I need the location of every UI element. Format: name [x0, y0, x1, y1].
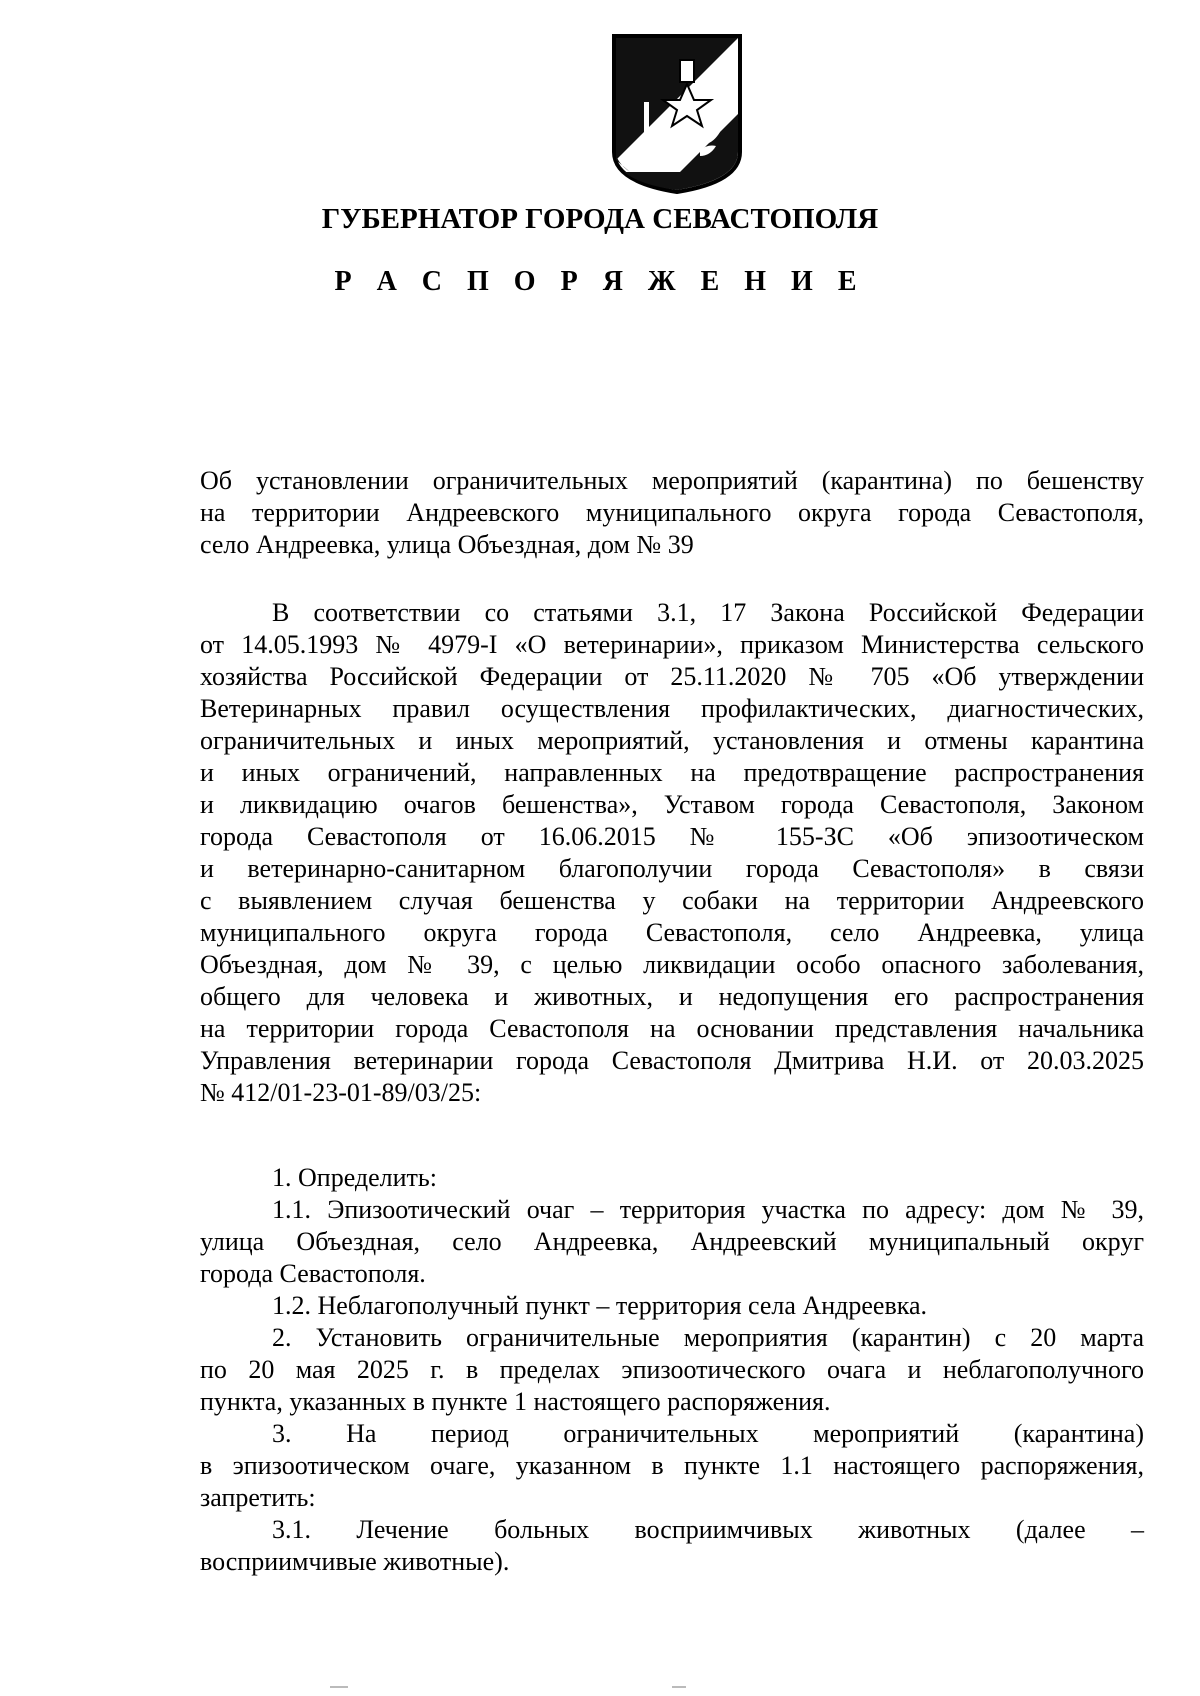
point-3-1-line: 3.1. Лечение больных восприимчивых животных (далее –	[272, 1515, 1144, 1544]
point-3-1-line: восприимчивые животные).	[200, 1547, 510, 1576]
preamble-line: В соответствии со статьями 3.1, 17 Закона Российской Федерации	[272, 598, 1144, 627]
preamble-line: и иных ограничений, направленных на предотвращение распространения	[200, 758, 1144, 787]
sevastopol-coat-of-arms-icon	[610, 32, 744, 194]
preamble-line: города Севастополя от 16.06.2015 № 155-ЗС «Об эпизоотическом	[200, 822, 1144, 851]
point-2-line: по 20 мая 2025 г. в пределах эпизоотического очага и неблагополучного	[200, 1355, 1144, 1384]
preamble-line: хозяйства Российской Федерации от 25.11.2020 № 705 «Об утверждении	[200, 662, 1144, 691]
point-3-line: в эпизоотическом очаге, указанном в пункте 1.1 настоящего распоряжения,	[200, 1451, 1144, 1480]
title-line: на территории Андреевского муниципального округа города Севастополя,	[200, 498, 1144, 527]
document-type-heading: Р А С П О Р Я Ж Е Н И Е	[334, 266, 866, 297]
point-3-line: запретить:	[200, 1483, 316, 1512]
title-line: Об установлении ограничительных мероприятий (карантина) по бешенству	[200, 466, 1144, 495]
scan-artifact-mark	[672, 1686, 686, 1688]
point-1: 1. Определить:	[272, 1163, 437, 1192]
preamble-line: на территории города Севастополя на основании представления начальника	[200, 1014, 1144, 1043]
title-line: село Андреевка, улица Объездная, дом № 39	[200, 530, 694, 559]
point-1-2: 1.2. Неблагополучный пункт – территория села Андреевка.	[272, 1291, 928, 1320]
point-3-line: 3. На период ограничительных мероприятий (карантина)	[272, 1419, 1144, 1448]
preamble-line: и ветеринарно-санитарном благополучии города Севастополя» в связи	[200, 854, 1144, 883]
preamble-line: с выявлением случая бешенства у собаки на территории Андреевского	[200, 886, 1144, 915]
point-2-line: 2. Установить ограничительные мероприятия (карантин) с 20 марта	[272, 1323, 1144, 1352]
point-2-line: пункта, указанных в пункте 1 настоящего распоряжения.	[200, 1387, 831, 1416]
point-1-1-line: города Севастополя.	[200, 1259, 426, 1288]
preamble-line: Ветеринарных правил осуществления профилактических, диагностических,	[200, 694, 1144, 723]
document-title	[200, 465, 1144, 561]
point-1-1-line: улица Объездная, село Андреевка, Андреевский муниципальный округ	[200, 1227, 1144, 1256]
order-points	[200, 1162, 1144, 1578]
preamble-line: ограничительных и иных мероприятий, установления и отмены карантина	[200, 726, 1144, 755]
point-1-1-line: 1.1. Эпизоотический очаг – территория участка по адресу: дом № 39,	[272, 1195, 1144, 1224]
preamble-line: Управления ветеринарии города Севастополя Дмитрива Н.И. от 20.03.2025	[200, 1046, 1144, 1075]
preamble-paragraph	[200, 597, 1144, 1109]
preamble-line: № 412/01-23-01-89/03/25:	[200, 1078, 482, 1107]
preamble-line: муниципального округа города Севастополя, село Андреевка, улица	[200, 918, 1144, 947]
scan-artifact-mark	[330, 1686, 348, 1688]
issuing-authority-heading: ГУБЕРНАТОР ГОРОДА СЕВАСТОПОЛЯ	[321, 203, 879, 235]
preamble-line: общего для человека и животных, и недопущения его распространения	[200, 982, 1144, 1011]
preamble-line: от 14.05.1993 № 4979-I «О ветеринарии», приказом Министерства сельского	[200, 630, 1144, 659]
preamble-line: и ликвидацию очагов бешенства», Уставом города Севастополя, Законом	[200, 790, 1144, 819]
preamble-line: Объездная, дом № 39, с целью ликвидации особо опасного заболевания,	[200, 950, 1144, 979]
